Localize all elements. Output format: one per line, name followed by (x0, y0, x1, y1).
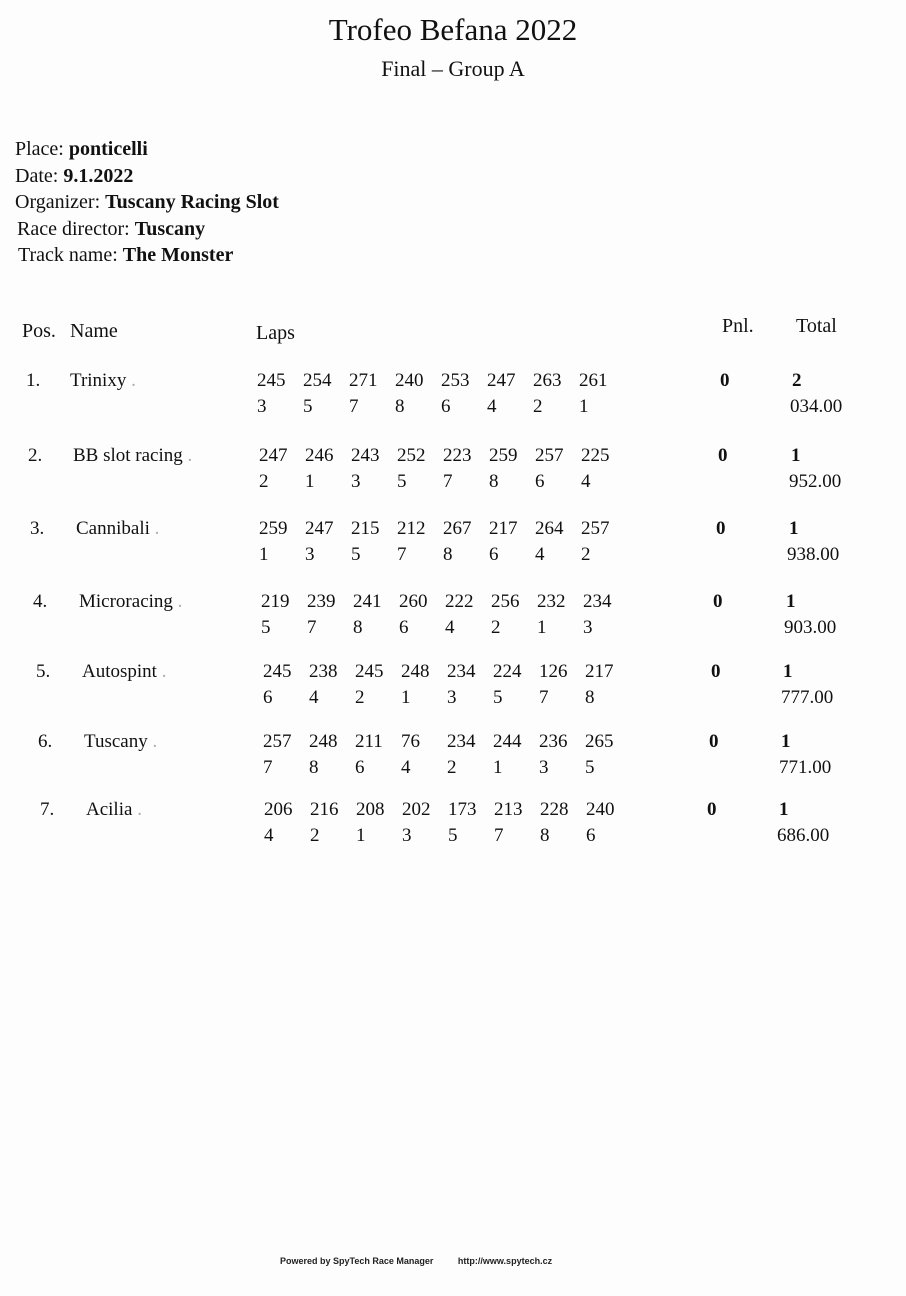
lap-count: 265 (585, 731, 614, 752)
team-name: Microracing (79, 591, 173, 612)
row-total-thousands: 1 (791, 445, 801, 466)
lane-number: 5 (261, 617, 271, 638)
lap-count: 271 (349, 370, 378, 391)
row-penalty: 0 (720, 370, 730, 391)
column-header-pnl: Pnl. (722, 315, 754, 337)
row-name (86, 799, 142, 821)
lane-number: 3 (257, 396, 267, 417)
row-penalty: 0 (709, 731, 719, 752)
page-title: Trofeo Befana 2022 (328, 12, 578, 47)
lap-count: 239 (307, 591, 336, 612)
lap-count: 234 (447, 661, 476, 682)
name-dot: . (132, 799, 142, 820)
lap-count: 244 (493, 731, 522, 752)
row-name (76, 518, 159, 540)
lap-count: 260 (399, 591, 428, 612)
lane-number: 7 (263, 757, 273, 778)
row-total-rest: 903.00 (784, 617, 837, 638)
row-total-rest: 777.00 (781, 687, 834, 708)
lap-count: 245 (257, 370, 286, 391)
lane-number: 1 (259, 544, 269, 565)
lap-count: 247 (487, 370, 516, 391)
table-row (0, 445, 906, 505)
lap-count: 247 (305, 518, 334, 539)
lane-number: 1 (493, 757, 503, 778)
name-dot: . (126, 370, 136, 391)
row-total-thousands: 1 (783, 661, 793, 682)
row-lanes (259, 544, 627, 566)
team-name: Acilia (86, 799, 133, 820)
row-name (84, 731, 157, 753)
row-laps (259, 518, 627, 540)
row-lanes (264, 825, 632, 847)
table-row (0, 591, 906, 651)
lap-count: 254 (303, 370, 332, 391)
team-name: Tuscany (84, 731, 148, 752)
name-dot: . (172, 591, 183, 612)
lane-number: 4 (401, 757, 411, 778)
team-name: Cannibali (76, 518, 150, 539)
column-header-pos: Pos. (22, 320, 56, 342)
lap-count: 263 (533, 370, 562, 391)
lap-count: 261 (579, 370, 608, 391)
lane-number: 7 (494, 825, 504, 846)
lap-count: 208 (356, 799, 385, 820)
lap-count: 257 (263, 731, 292, 752)
row-laps (263, 661, 631, 683)
row-penalty: 0 (711, 661, 721, 682)
lap-count: 257 (535, 445, 564, 466)
lap-count: 217 (585, 661, 614, 682)
lap-count: 217 (489, 518, 518, 539)
lane-number: 1 (305, 471, 315, 492)
row-total-thousands: 2 (792, 370, 802, 391)
row-total-thousands: 1 (786, 591, 796, 612)
place-row: Place: ponticelli (15, 138, 148, 160)
footer-url: http://www.spytech.cz (457, 1256, 553, 1266)
lane-number: 1 (356, 825, 366, 846)
lane-number: 1 (537, 617, 547, 638)
lap-count: 211 (355, 731, 383, 752)
page-subtitle: Final – Group A (381, 56, 525, 81)
row-name (73, 445, 192, 467)
name-dot: . (149, 518, 160, 539)
lane-number: 7 (349, 396, 359, 417)
lap-count: 234 (583, 591, 612, 612)
row-pos: 1. (26, 370, 41, 391)
lane-number: 2 (355, 687, 365, 708)
powered-by-text: Powered by SpyTech Race Manager (280, 1256, 434, 1266)
lap-count: 126 (539, 661, 568, 682)
lap-count: 224 (493, 661, 522, 682)
name-dot: . (182, 445, 193, 466)
lap-count: 240 (586, 799, 615, 820)
row-total-rest: 938.00 (787, 544, 840, 565)
footer (280, 1256, 552, 1266)
lap-count: 253 (441, 370, 470, 391)
row-penalty: 0 (718, 445, 728, 466)
row-pos: 7. (40, 799, 55, 820)
lap-count: 257 (581, 518, 610, 539)
row-pos: 4. (33, 591, 48, 612)
lane-number: 5 (493, 687, 503, 708)
row-laps (257, 370, 625, 392)
lane-number: 4 (581, 471, 591, 492)
table-row (0, 661, 906, 721)
team-name: Autospint (82, 661, 157, 682)
place-value: ponticelli (68, 138, 148, 160)
row-total-rest: 952.00 (789, 471, 842, 492)
row-laps (264, 799, 632, 821)
row-laps (261, 591, 629, 613)
lane-number: 2 (581, 544, 591, 565)
lap-count: 76 (401, 731, 420, 752)
lane-number: 4 (264, 825, 274, 846)
lane-number: 3 (539, 757, 549, 778)
lane-number: 8 (540, 825, 550, 846)
lane-number: 7 (539, 687, 549, 708)
lane-number: 6 (355, 757, 365, 778)
lap-count: 264 (535, 518, 564, 539)
lane-number: 5 (585, 757, 595, 778)
lap-count: 259 (259, 518, 288, 539)
lap-count: 213 (494, 799, 523, 820)
track-value: The Monster (122, 244, 234, 266)
team-name: Trinixy (70, 370, 127, 391)
row-pos: 3. (30, 518, 45, 539)
lap-count: 245 (263, 661, 292, 682)
lane-number: 3 (447, 687, 457, 708)
row-pos: 6. (38, 731, 53, 752)
table-row (0, 370, 906, 430)
team-name: BB slot racing (73, 445, 183, 466)
date-row: Date: 9.1.2022 (15, 164, 134, 187)
lane-number: 6 (535, 471, 545, 492)
lane-number: 5 (351, 544, 361, 565)
lane-number: 3 (583, 617, 593, 638)
lane-number: 4 (309, 687, 319, 708)
lap-count: 267 (443, 518, 472, 539)
row-name (70, 370, 136, 392)
lap-count: 206 (264, 799, 293, 820)
table-row (0, 518, 906, 578)
row-penalty: 0 (713, 591, 723, 612)
lap-count: 240 (395, 370, 424, 391)
lane-number: 1 (401, 687, 411, 708)
lap-count: 219 (261, 591, 290, 612)
lane-number: 7 (397, 544, 407, 565)
lap-count: 256 (491, 591, 520, 612)
column-header-laps: Laps (256, 322, 295, 344)
lap-count: 225 (581, 445, 610, 466)
lap-count: 202 (402, 799, 431, 820)
row-total-thousands: 1 (789, 518, 799, 539)
row-lanes (263, 687, 631, 709)
lane-number: 3 (351, 471, 361, 492)
track-row: Track name: The Monster (18, 244, 234, 266)
name-dot: . (156, 661, 167, 682)
row-pos: 2. (28, 445, 43, 466)
row-pos: 5. (36, 661, 51, 682)
row-lanes (259, 471, 627, 493)
lap-count: 228 (540, 799, 569, 820)
lane-number: 3 (305, 544, 315, 565)
lane-number: 8 (395, 396, 405, 417)
organizer-row: Organizer: Tuscany Racing Slot (15, 191, 279, 213)
column-header-total: Total (796, 315, 837, 337)
row-penalty: 0 (716, 518, 726, 539)
row-total-rest: 686.00 (777, 825, 830, 846)
lap-count: 245 (355, 661, 384, 682)
lap-count: 216 (310, 799, 339, 820)
row-total-rest: 034.00 (790, 396, 843, 417)
row-penalty: 0 (707, 799, 717, 820)
table-row (0, 799, 906, 859)
organizer-value: Tuscany Racing Slot (105, 191, 279, 213)
lane-number: 8 (353, 617, 363, 638)
lane-number: 8 (585, 687, 595, 708)
lane-number: 6 (399, 617, 409, 638)
lane-number: 5 (303, 396, 313, 417)
lap-count: 234 (447, 731, 476, 752)
lane-number: 8 (443, 544, 453, 565)
lane-number: 2 (447, 757, 457, 778)
lap-count: 259 (489, 445, 518, 466)
lap-count: 223 (443, 445, 472, 466)
lane-number: 4 (535, 544, 545, 565)
date-value: 9.1.2022 (63, 164, 134, 187)
lane-number: 6 (263, 687, 273, 708)
row-name (79, 591, 182, 613)
lap-count: 246 (305, 445, 334, 466)
lane-number: 2 (533, 396, 543, 417)
lap-count: 243 (351, 445, 380, 466)
lane-number: 3 (402, 825, 412, 846)
lane-number: 4 (487, 396, 497, 417)
lane-number: 7 (443, 471, 453, 492)
lap-count: 248 (309, 731, 338, 752)
lap-count: 173 (448, 799, 477, 820)
row-total-rest: 771.00 (779, 757, 832, 778)
lap-count: 236 (539, 731, 568, 752)
lane-number: 7 (307, 617, 317, 638)
lane-number: 5 (397, 471, 407, 492)
lap-count: 247 (259, 445, 288, 466)
row-lanes (263, 757, 631, 779)
lane-number: 1 (579, 396, 589, 417)
lap-count: 238 (309, 661, 338, 682)
row-total-thousands: 1 (779, 799, 789, 820)
lane-number: 8 (309, 757, 319, 778)
lap-count: 241 (353, 591, 382, 612)
row-lanes (261, 617, 629, 639)
lane-number: 4 (445, 617, 455, 638)
table-row (0, 731, 906, 791)
lap-count: 232 (537, 591, 566, 612)
lane-number: 5 (448, 825, 458, 846)
lane-number: 2 (310, 825, 320, 846)
lane-number: 6 (586, 825, 596, 846)
row-total-thousands: 1 (781, 731, 791, 752)
column-header-name: Name (70, 320, 118, 342)
lap-count: 222 (445, 591, 474, 612)
lane-number: 6 (489, 544, 499, 565)
director-row: Race director: Tuscany (17, 217, 206, 240)
name-dot: . (147, 731, 158, 752)
lane-number: 2 (491, 617, 501, 638)
lap-count: 248 (401, 661, 430, 682)
lane-number: 6 (441, 396, 451, 417)
director-value: Tuscany (134, 217, 206, 240)
row-name (82, 661, 166, 683)
lap-count: 212 (397, 518, 426, 539)
lane-number: 2 (259, 471, 269, 492)
row-laps (259, 445, 627, 467)
row-laps (263, 731, 631, 753)
row-lanes (257, 396, 625, 418)
lane-number: 8 (489, 471, 499, 492)
lap-count: 252 (397, 445, 426, 466)
lap-count: 215 (351, 518, 380, 539)
